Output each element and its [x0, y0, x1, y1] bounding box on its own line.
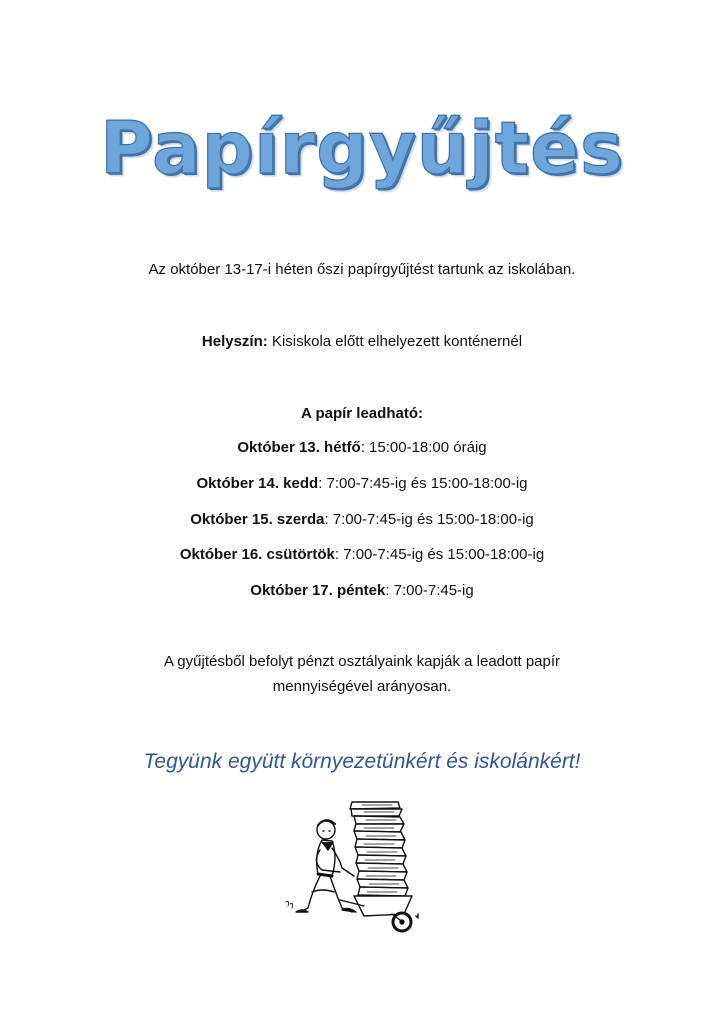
location-label: Helyszín: — [201, 333, 268, 350]
schedule-hours: : 15:00-18:00 óráig — [360, 439, 487, 456]
schedule-heading: A papír leadható: — [301, 405, 423, 422]
note-line-1: A gyűjtésből befolyt pénzt osztályaink kapják a leadott papír — [163, 653, 561, 670]
schedule-day: Október 16. csütörtök — [179, 546, 335, 563]
schedule-row-tuesday — [0, 474, 724, 494]
location-value: Kisiskola előtt elhelyezett konténernél — [267, 333, 523, 350]
schedule-hours: : 7:00-7:45-ig — [385, 582, 474, 599]
schedule-hours: : 7:00-7:45-ig és 15:00-18:00-ig — [334, 546, 545, 563]
schedule-row-wednesday — [0, 510, 724, 530]
intro-text: Az október 13-17-i héten őszi papírgyűjtést tartunk az iskolában. — [148, 261, 576, 278]
note-line-2: mennyiségével arányosan. — [272, 678, 452, 695]
schedule-day: Október 15. szerda — [190, 511, 325, 528]
page-title: Papírgyűjtés — [100, 106, 624, 190]
schedule-day: Október 13. hétfő — [237, 439, 361, 456]
schedule-day: Október 14. kedd — [196, 475, 319, 492]
schedule-row-thursday — [0, 545, 724, 565]
schedule-row-monday — [0, 438, 724, 458]
schedule-day: Október 17. péntek — [250, 582, 386, 599]
slogan: Tegyünk együtt környezetünkért és iskolánkért! — [143, 750, 581, 773]
schedule-hours: : 7:00-7:45-ig és 15:00-18:00-ig — [318, 475, 528, 492]
schedule-row-friday — [0, 581, 724, 601]
location-line — [0, 332, 724, 352]
schedule-hours: : 7:00-7:45-ig és 15:00-18:00-ig — [324, 511, 534, 528]
person-pushing-paper-wheelbarrow-icon — [282, 796, 432, 936]
